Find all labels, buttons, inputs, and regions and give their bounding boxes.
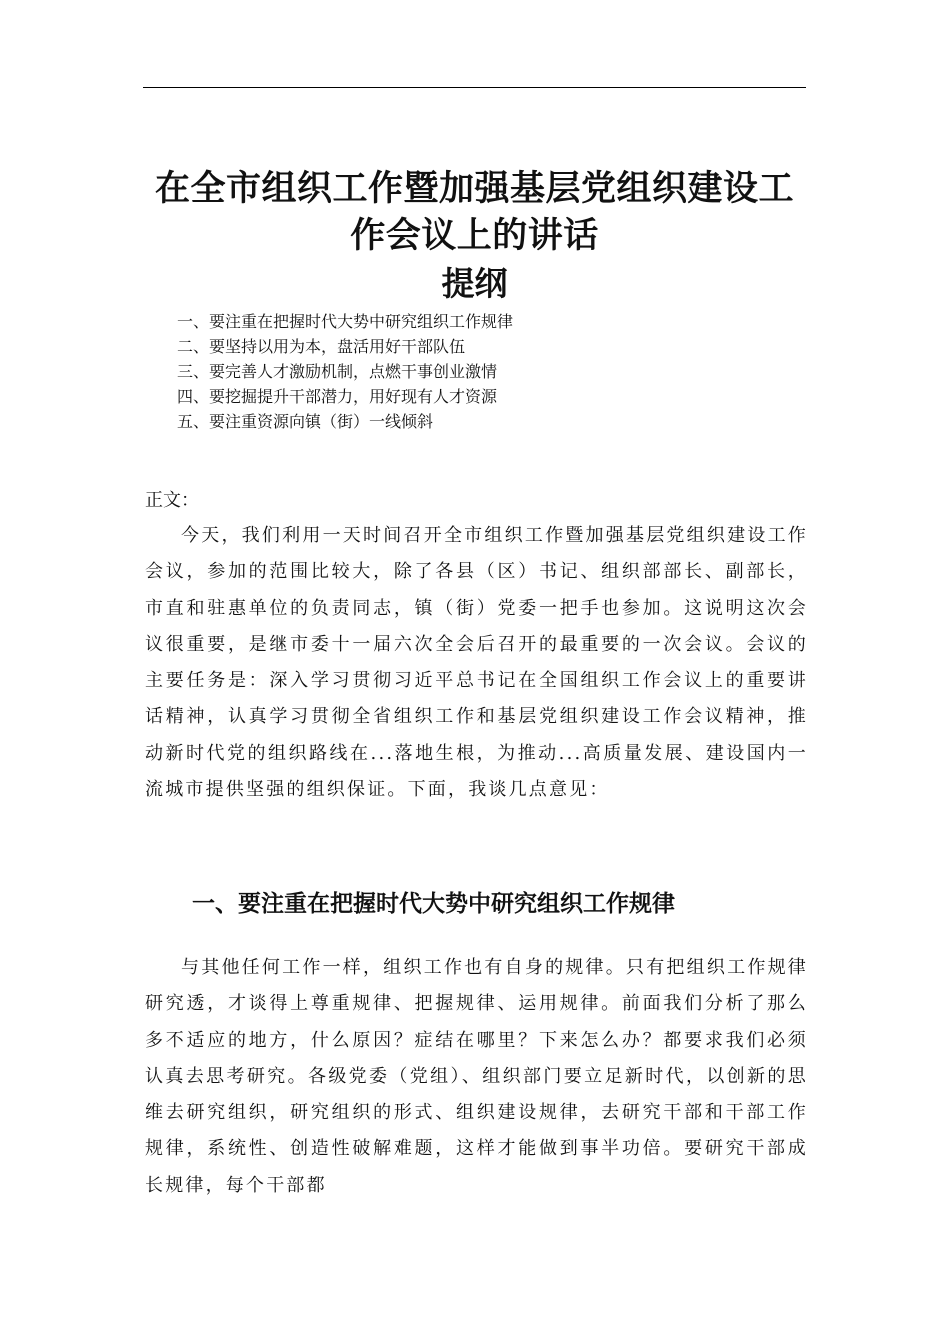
outline-item: 四、要挖掘提升干部潜力，用好现有人才资源 — [177, 387, 498, 406]
document-title-line-2: 作会议上的讲话 — [350, 216, 599, 256]
outline-item: 三、要完善人才激励机制，点燃干事创业激情 — [177, 362, 498, 381]
outline-list — [177, 309, 513, 434]
header-rule — [143, 87, 806, 88]
outline-heading: 提纲 — [441, 264, 508, 303]
outline-item: 二、要坚持以用为本，盘活用好干部队伍 — [177, 337, 466, 356]
outline-item: 一、要注重在把握时代大势中研究组织工作规律 — [177, 312, 514, 331]
body-label: 正文： — [145, 490, 199, 511]
body-paragraph-2: 与其他任何工作一样，组织工作也有自身的规律。只有把组织工作规律研究透，才谈得上尊重规律、把握规律、运用规律。前面我们分析了那么多不适应的地方，什么原因？症结在哪里？下来怎么办？都要求我们必须认真去思考研究。各级党委（党组）、组织部门要立足新时代，以创新的思维去研究组织，研究组织的形式、组织建设规律，去研究干部和干部工作规律，系统性、创造性破解难题，这样才能做到事半功倍。要研究干部成长规律，每个干部都 — [145, 957, 808, 1196]
section-heading-1: 一、要注重在把握时代大势中研究组织工作规律 — [192, 891, 675, 917]
outline-item: 五、要注重资源向镇（街）一线倾斜 — [177, 412, 434, 431]
document-title — [143, 166, 806, 260]
document-title-line-1: 在全市组织工作暨加强基层党组织建设工 — [154, 169, 794, 209]
body-paragraph-1: 今天，我们利用一天时间召开全市组织工作暨加强基层党组织建设工作会议，参加的范围比较大，除了各县（区）书记、组织部部长、副部长，市直和驻惠单位的负责同志，镇（街）党委一把手也参加。这说明这次会议很重要，是继市委十一届六次全会后召开的最重要的一次会议。会议的主要任务是：深入学习贯彻习近平总书记在全国组织工作会议上的重要讲话精神，认真学习贯彻全省组织工作和基层党组织建设工作会议精神，推动新时代党的组织路线在...落地生根，为推动...高质量发展、建设国内一流城市提供坚强的组织保证。下面，我谈几点意见： — [145, 525, 808, 801]
